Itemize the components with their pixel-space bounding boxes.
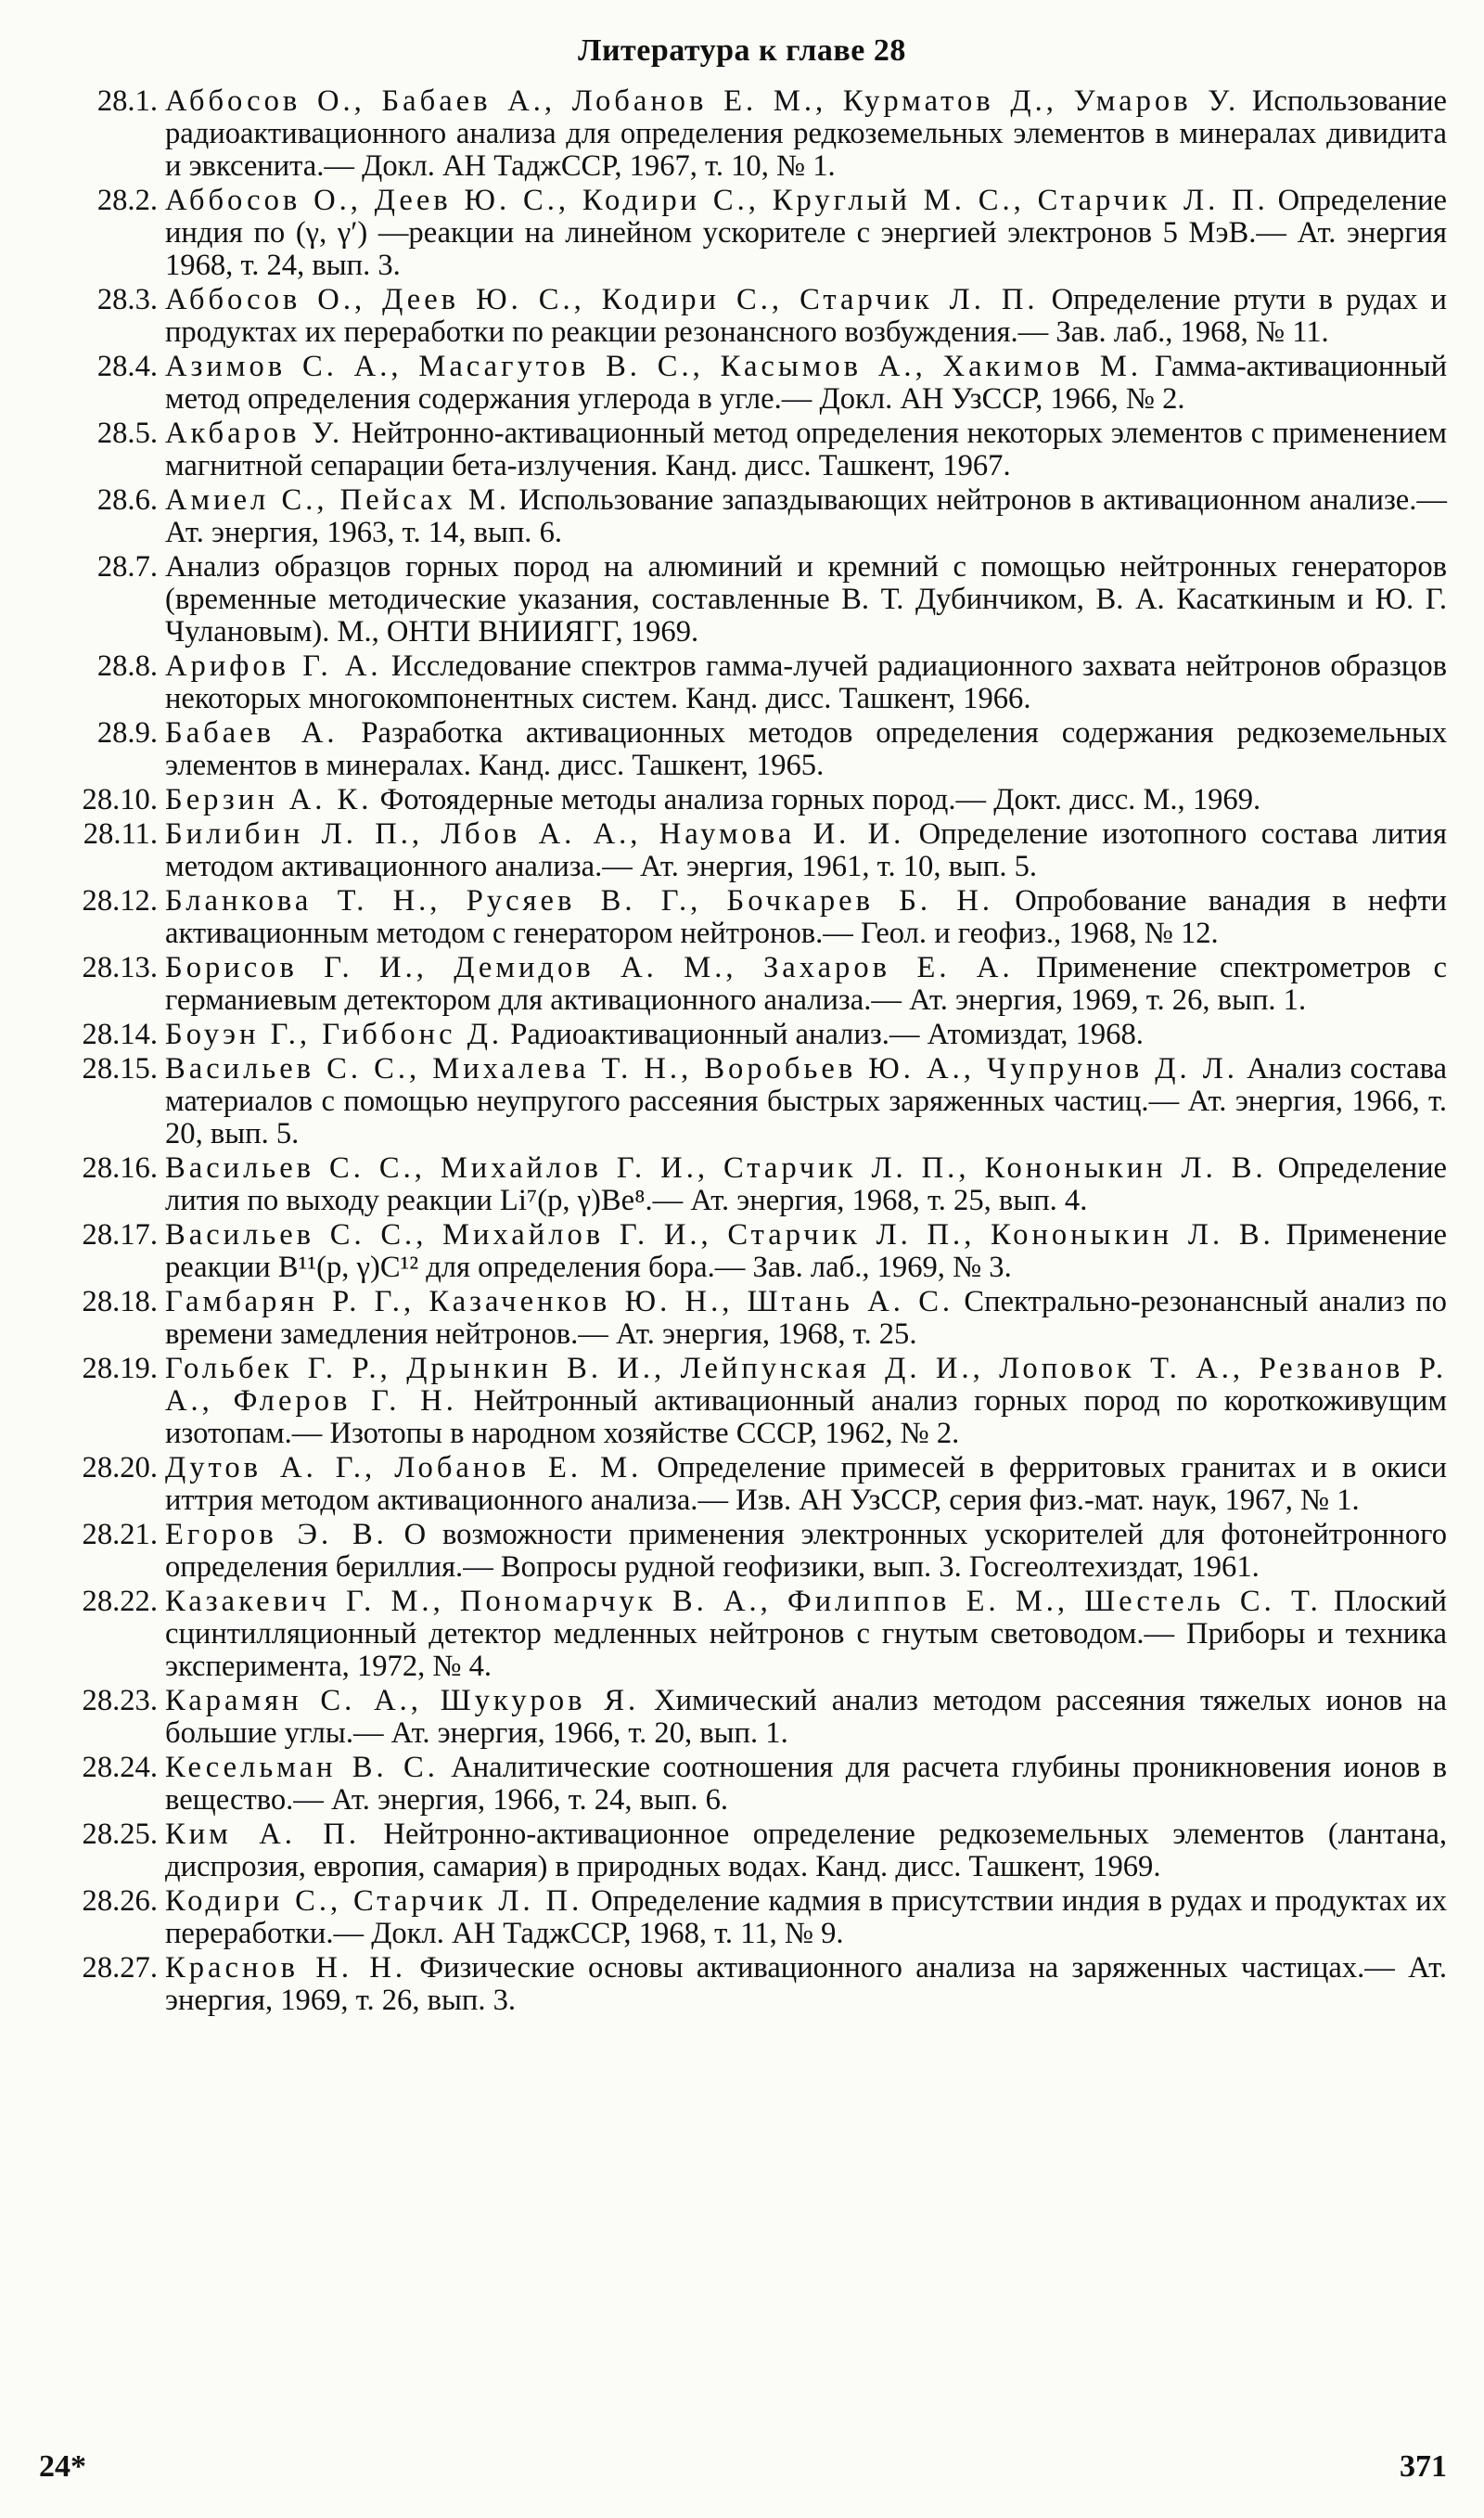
reference-body <box>165 85 1447 183</box>
reference-entry <box>56 1353 1447 1450</box>
reference-authors: Берзин А. К. <box>165 783 373 816</box>
reference-authors: Казакевич Г. М., Пономарчук В. А., Филиппов Е. М., Шестель С. Т. <box>165 1585 1322 1618</box>
reference-number: 28.17. <box>82 1218 158 1252</box>
reference-text: Применение реакции B¹¹(p, γ)C¹² для определения бора.— Зав. лаб., 1969, № 3. <box>165 1218 1447 1284</box>
reference-number: 28.1. <box>96 84 158 118</box>
signature-mark: 24* <box>39 2449 86 2484</box>
reference-entry <box>56 952 1447 1017</box>
reference-body <box>165 1885 1447 1950</box>
reference-text: Фотоядерные методы анализа горных пород.— Докт. дисс. М., 1969. <box>379 783 1261 816</box>
reference-list <box>56 85 1447 2019</box>
reference-body <box>165 185 1447 282</box>
reference-entry <box>56 1685 1447 1750</box>
reference-text: Разработка активационных методов определения содержания редкоземельных элементов в минералах. Канд. дисс. Ташкент, 1965. <box>165 716 1447 782</box>
reference-text: Опробование ванадия в нефти активационным методом с генератором нейтронов.— Геол. и геофиз., 1968, № 12. <box>165 884 1447 950</box>
reference-body <box>165 284 1447 349</box>
reference-number: 28.26. <box>82 1884 158 1918</box>
reference-number: 28.21. <box>82 1518 158 1551</box>
reference-number: 28.14. <box>82 1018 158 1051</box>
reference-entry <box>56 1152 1447 1217</box>
reference-number: 28.19. <box>82 1352 158 1385</box>
reference-entry <box>56 1019 1447 1051</box>
reference-authors: Егоров Э. В. <box>165 1518 388 1551</box>
reference-body <box>165 1286 1447 1351</box>
reference-entry <box>56 885 1447 950</box>
reference-number: 28.4. <box>96 350 158 383</box>
reference-authors: Акбаров У. <box>165 417 344 450</box>
reference-entry <box>56 1519 1447 1584</box>
reference-number: 28.7. <box>96 550 158 584</box>
reference-entry <box>56 418 1447 482</box>
reference-text: Использование запаздывающих нейтронов в активационном анализе.— Ат. энергия, 1963, т. 14, вып. 6. <box>165 483 1447 549</box>
reference-number: 28.22. <box>82 1585 158 1618</box>
reference-entry <box>56 1952 1447 2017</box>
reference-entry <box>56 1752 1447 1817</box>
reference-body <box>165 1685 1447 1750</box>
reference-text: Радиоактивационный анализ.— Атомиздат, 1968. <box>510 1018 1144 1051</box>
reference-number: 28.12. <box>82 884 158 918</box>
reference-text: Нейтронно-активационный метод определения некоторых элементов с применением магнитной сепарации бета-излучения. Канд. дисс. Ташкент, 1967. <box>165 417 1447 482</box>
reference-body <box>165 1353 1447 1450</box>
reference-entry <box>56 1219 1447 1284</box>
reference-text: Аналитические соотношения для расчета глубины проникновения ионов в вещество.— Ат. энергия, 1966, т. 24, вып. 6. <box>165 1751 1447 1817</box>
reference-number: 28.25. <box>82 1818 158 1851</box>
reference-authors: Васильев С. С., Михайлов Г. И., Старчик Л. П., Кононыкин Л. В. <box>165 1151 1267 1185</box>
reference-body <box>165 1818 1447 1883</box>
reference-number: 28.18. <box>82 1285 158 1318</box>
reference-entry <box>56 650 1447 715</box>
reference-text: Определение индия по (γ, γ′) —реакции на линейном ускорителе с энергией электронов 5 МэВ.— Ат. энергия 1968, т. 24, вып. 3. <box>165 184 1447 282</box>
reference-text: Определение изотопного состава лития методом активационного анализа.— Ат. энергия, 1961, т. 10, вып. 5. <box>165 817 1447 883</box>
reference-text: Анализ состава материалов с помощью неупругого рассеяния быстрых заряженных частиц.— Ат. энергия, 1966, т. 20, вып. 5. <box>165 1052 1447 1150</box>
reference-text: Нейтронно-активационное определение редкоземельных элементов (лантана, диспрозия, европия, самария) в природных водах. Канд. дисс. Ташкент, 1969. <box>165 1818 1447 1883</box>
reference-number: 28.9. <box>96 716 158 750</box>
reference-authors: Ким А. П. <box>165 1818 361 1851</box>
reference-authors: Васильев С. С., Михалева Т. Н., Воробьев Ю. А., Чупрунов Д. Л. <box>165 1052 1238 1086</box>
reference-number: 28.24. <box>82 1751 158 1784</box>
reference-entry <box>56 484 1447 549</box>
reference-body <box>165 1152 1447 1217</box>
reference-text: Использование радиоактивационного анализа для определения редкоземельных элементов в минералах дивидита и эвксенита.— Докл. АН ТаджССР, 1967, т. 10, № 1. <box>165 84 1447 183</box>
reference-body <box>165 784 1447 816</box>
reference-body <box>165 1452 1447 1517</box>
reference-body <box>165 1952 1447 2017</box>
reference-number: 28.16. <box>82 1151 158 1185</box>
reference-authors: Билибин Л. П., Лбов А. А., Наумова И. И. <box>165 817 905 851</box>
reference-body <box>165 1053 1447 1150</box>
reference-body <box>165 1019 1447 1051</box>
reference-entry <box>56 551 1447 649</box>
reference-text: Анализ образцов горных пород на алюминий и кремний с помощью нейтронных генераторов (временные методические указания, составленные В. Т. Дубинчиком, В. А. Касаткиным и Ю. Г. Чулановым). М., ОНТИ ВНИИЯГГ, 1969. <box>165 550 1447 649</box>
reference-entry <box>56 1586 1447 1683</box>
reference-body <box>165 484 1447 549</box>
reference-number: 28.11. <box>83 817 158 851</box>
reference-number: 28.10. <box>82 783 158 816</box>
reference-body <box>165 351 1447 416</box>
reference-number: 28.3. <box>96 283 158 316</box>
reference-number: 28.13. <box>82 951 158 984</box>
reference-number: 28.8. <box>96 649 158 683</box>
reference-body <box>165 1519 1447 1584</box>
reference-entry <box>56 1053 1447 1150</box>
reference-text: Нейтронный активационный анализ горных пород по короткоживущим изотопам.— Изотопы в народном хозяйстве СССР, 1962, № 2. <box>165 1384 1447 1450</box>
reference-entry <box>56 1885 1447 1950</box>
page-number: 371 <box>1400 2449 1447 2484</box>
reference-authors: Кесельман В. С. <box>165 1751 439 1784</box>
reference-authors: Аббосов О., Деев Ю. С., Кодири С., Старчик Л. П. <box>165 283 1039 316</box>
reference-entry <box>56 1818 1447 1883</box>
reference-body <box>165 717 1447 782</box>
reference-authors: Азимов С. А., Масагутов В. С., Касымов А., Хакимов М. <box>165 350 1143 383</box>
reference-entry <box>56 85 1447 183</box>
reference-text: Плоский сцинтилляционный детектор медленных нейтронов с гнутым световодом.— Приборы и техника эксперимента, 1972, № 4. <box>165 1585 1447 1683</box>
reference-number: 28.2. <box>96 184 158 217</box>
reference-authors: Боуэн Г., Гиббонс Д. <box>165 1018 504 1051</box>
reference-body <box>165 1586 1447 1683</box>
reference-text: Применение спектрометров с германиевым детектором для активационного анализа.— Ат. энергия, 1969, т. 26, вып. 1. <box>165 951 1447 1017</box>
reference-authors: Бабаев А. <box>165 716 339 750</box>
reference-authors: Амиел С., Пейсах М. <box>165 483 511 517</box>
reference-text: Гамма-активационный метод определения содержания углерода в угле.— Докл. АН УзССР, 1966, № 2. <box>165 350 1448 416</box>
reference-authors: Кодири С., Старчик Л. П. <box>165 1884 583 1918</box>
reference-authors: Аббосов О., Бабаев А., Лобанов Е. М., Курматов Д., Умаров У. <box>165 84 1240 118</box>
reference-authors: Аббосов О., Деев Ю. С., Кодири С., Круглый М. С., Старчик Л. П. <box>165 184 1269 217</box>
reference-number: 28.5. <box>96 417 158 450</box>
reference-authors: Васильев С. С., Михайлов Г. И., Старчик Л. П., Кононыкин Л. В. <box>165 1218 1274 1252</box>
reference-entry <box>56 1286 1447 1351</box>
reference-entry <box>56 784 1447 816</box>
reference-text: Определение ртути в рудах и продуктах их переработки по реакции резонансного возбуждения.— Зав. лаб., 1968, № 11. <box>165 283 1447 349</box>
reference-body <box>165 818 1447 883</box>
reference-authors: Дутов А. Г., Лобанов Е. М. <box>165 1451 643 1484</box>
reference-entry <box>56 185 1447 282</box>
reference-entry <box>56 717 1447 782</box>
page-title: Литература к главе 28 <box>578 33 906 68</box>
reference-text: Определение кадмия в присутствии индия в рудах и продуктах их переработки.— Докл. АН ТаджССР, 1968, т. 11, № 9. <box>165 1884 1447 1950</box>
reference-text: Определение лития по выходу реакции Li⁷(p, γ)Be⁸.— Ат. энергия, 1968, т. 25, вып. 4. <box>165 1151 1447 1217</box>
reference-authors: Краснов Н. Н. <box>165 1951 407 1985</box>
reference-entry <box>56 1452 1447 1517</box>
reference-authors: Арифов Г. А. <box>165 649 382 683</box>
reference-body <box>165 952 1447 1017</box>
reference-body <box>165 1752 1447 1817</box>
reference-text: Физические основы активационного анализа на заряженных частицах.— Ат. энергия, 1969, т. 26, вып. 3. <box>165 1951 1447 2017</box>
reference-entry <box>56 818 1447 883</box>
reference-number: 28.6. <box>96 483 158 517</box>
reference-text: Спектрально-резонансный анализ по времени замедления нейтронов.— Ат. энергия, 1968, т. 25. <box>165 1285 1447 1351</box>
reference-entry <box>56 284 1447 349</box>
reference-number: 28.23. <box>82 1684 158 1717</box>
reference-authors: Бланкова Т. Н., Русяев В. Г., Бочкарев Б. Н. <box>165 884 994 918</box>
reference-text: Определение примесей в ферритовых гранитах и в окиси иттрия методом активационного анализа.— Изв. АН УзССР, серия физ.-мат. наук, 1967, № 1. <box>165 1451 1447 1517</box>
reference-authors: Карамян С. А., Шукуров Я. <box>165 1684 640 1717</box>
reference-number: 28.20. <box>82 1451 158 1484</box>
reference-authors: Борисов Г. И., Демидов А. М., Захаров Е. А. <box>165 951 1014 984</box>
reference-body <box>165 418 1447 482</box>
reference-body <box>165 885 1447 950</box>
reference-body <box>165 650 1447 715</box>
reference-body <box>165 551 1447 649</box>
reference-entry <box>56 351 1447 416</box>
reference-number: 28.15. <box>82 1052 158 1086</box>
reference-authors: Гольбек Г. Р., Дрынкин В. И., Лейпунская Д. И., Лоповок Т. А., Резванов Р. А., Флеров Г. Н. <box>165 1352 1447 1418</box>
reference-number: 28.27. <box>82 1951 158 1985</box>
reference-text: Исследование спектров гамма-лучей радиационного захвата нейтронов образцов некоторых многокомпонентных систем. Канд. дисс. Ташкент, 1966. <box>165 649 1447 715</box>
reference-body <box>165 1219 1447 1284</box>
reference-text: О возможности применения электронных ускорителей для фотонейтронного определения бериллия.— Вопросы рудной геофизики, вып. 3. Госгеолтехиздат, 1961. <box>165 1518 1447 1584</box>
reference-authors: Гамбарян Р. Г., Казаченков Ю. Н., Штань А. С. <box>165 1285 954 1318</box>
reference-text: Химический анализ методом рассеяния тяжелых ионов на большие углы.— Ат. энергия, 1966, т. 20, вып. 1. <box>165 1684 1447 1750</box>
